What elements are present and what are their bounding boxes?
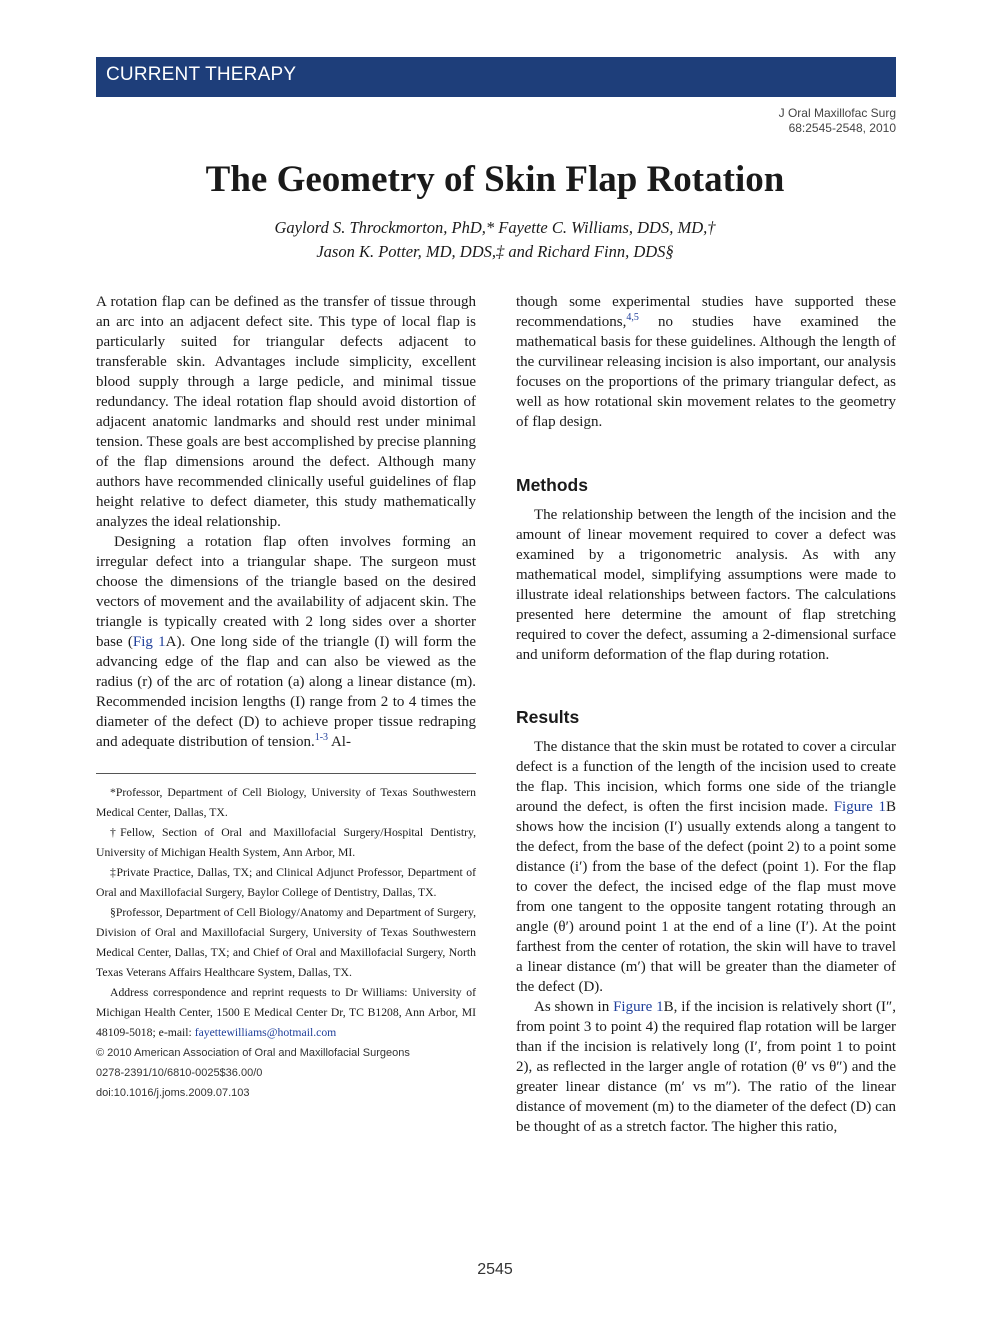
- results-heading: Results: [516, 707, 580, 727]
- journal-volume: 68:2545-2548, 2010: [788, 121, 896, 135]
- right-column: [516, 292, 896, 1137]
- author-list: [0, 216, 990, 264]
- figure-1-link[interactable]: Figure 1: [833, 799, 886, 815]
- figure-1-link[interactable]: Figure 1: [613, 999, 664, 1015]
- copyright: © 2010 American Association of Oral and Maxillofacial Surgeons: [96, 1047, 410, 1059]
- intro-paragraph-1: A rotation flap can be defined as the transfer of tissue through an arc into an adjacent defect site. This type of local flap is particularly suited for triangular defects adjacent to transferable skin. Advantages include simplicity, excellent blood supply through a large pedicle, and minimal tissue redundancy. The ideal rotation flap should avoid distortion of adjacent anatomic landmarks and should rest under minimal tension. These goals are best accomplished by precise planning of the flap dimensions around the defect. Although many authors have recommended clinically useful guidelines of flap height relative to defect diameter, this study mathematically analyzes the ideal relationship.: [96, 294, 476, 530]
- results-paragraph-1: The distance that the skin must be rotated to cover a circular defect is a function of the length of the incision used to create the flap. This incision, which forms one side of the triangle around the defect, is often the first incision made. Figure 1B shows how the incision (I′) usually extends along a tangent to the defect, from the base of the defect (point 2) to a point some distance (i′) from the base of the defect (point 1). For the flap to cover the defect, the incised edge of the flap must move from one tangent to the opposite tangent rotating through an angle (θ′) around point 1 at the end of a line (I′). At the point farthest from the center of rotation, the skin will have to travel a linear distance (m′) that will be greater than the diameter of the defect (D).: [516, 739, 896, 995]
- issn: 0278-2391/10/6810-0025$36.00/0: [96, 1067, 263, 1079]
- citation-4-5-link[interactable]: 4,5: [626, 312, 639, 323]
- page-number: 2545: [477, 1261, 513, 1278]
- intro-paragraph-2: Designing a rotation flap often involves forming an irregular defect into a triangular shape. The surgeon must choose the dimensions of the triangle based on the desired vectors of movement and the availability of adjacent skin. The triangle is typically created with 2 long sides over a shorter base (Fig 1A). One long side of the triangle (I) will form the advancing edge of the flap and can also be viewed as the radius (r) of the arc of rotation (a) along a linear distance (m). Recommended incision lengths (I) range from 2 to 4 times the diameter of the defect (D) to achieve proper tissue redraping and adequate distribution of tension.$^{1-3}$ Al-: [96, 534, 476, 750]
- methods-paragraph: The relationship between the length of the incision and the amount of linear movement required to cover a defect was examined by a trigonometric analysis. As with any mathematical model, simplifying assumptions were made to illustrate ideal relationships between factors. The calculations presented here determine the amount of flap stretching required to cover the defect, assuming a 2-dimensional surface and uniform deformation of the flap during rotation.: [516, 507, 896, 663]
- methods-heading: Methods: [516, 475, 588, 495]
- left-column: [96, 292, 476, 1103]
- footnote-4: §Professor, Department of Cell Biology/Anatomy and Department of Surgery, Division of Oral and Maxillofacial Surgery, University of Texas Southwestern Medical Center, Dallas, TX; and Chief of Oral and Maxillofacial Surgery, North Texas Veterans Affairs Healthcare System, Dallas, TX.: [96, 906, 476, 979]
- footnote-3: ‡Private Practice, Dallas, TX; and Clinical Adjunct Professor, Department of Oral and Maxillofacial Surgery, Baylor College of Dentistry, Dallas, TX.: [96, 866, 476, 899]
- citation-1-3-link[interactable]: 1-3: [314, 732, 329, 743]
- footnote-2: †Fellow, Section of Oral and Maxillofacial Surgery/Hospital Dentistry, University of Michigan Health System, Ann Arbor, MI.: [96, 826, 476, 859]
- intro-paragraph-3: though some experimental studies have supported these recommendations,$^{4,5}$ no studies have examined the mathematical basis for these guidelines. Although the length of the curvilinear releasing incision is also important, our analysis focuses on the proportions of the primary triangular defect, as well as how rotational skin movement relates to the geometry of flap design.: [516, 294, 896, 430]
- results-paragraph-2: As shown in Figure 1B, if the incision is relatively short (I″, from point 3 to point 4) the required flap rotation will be larger than if the incision is relatively long (I′, from point 1 to point 2), as reflected in the larger angle of rotation (θ′ vs θ″) and the greater linear distance (m′ vs m″). The ratio of the linear distance of movement (m) to the diameter of the defect (D) can be thought of as a stretch factor. The higher this ratio,: [516, 999, 897, 1135]
- section-banner: [96, 57, 896, 97]
- author-line-1: Gaylord S. Throckmorton, PhD,* Fayette C. Williams, DDS, MD,†: [274, 218, 716, 237]
- journal-name: J Oral Maxillofac Surg: [778, 106, 896, 120]
- email-link[interactable]: fayettewilliams@hotmail.com: [194, 1026, 337, 1039]
- author-line-2: Jason K. Potter, MD, DDS,‡ and Richard Finn, DDS§: [316, 242, 674, 261]
- correspondence: Address correspondence and reprint requests to Dr Williams: University of Michigan Health Center, 1500 E Medical Center Dr, TC B1208, Ann Arbor, MI 48109-5018; e-mail: fayettewilliams@hotmail.com: [96, 986, 476, 1039]
- footnote-divider: [96, 773, 476, 774]
- footnotes: [96, 783, 476, 1103]
- footnote-1: *Professor, Department of Cell Biology, University of Texas Southwestern Medical Center, Dallas, TX.: [96, 786, 476, 819]
- journal-citation: [779, 106, 896, 136]
- article-title: The Geometry of Skin Flap Rotation: [205, 159, 785, 200]
- figure-1-link[interactable]: Fig 1: [132, 634, 166, 650]
- doi: doi:10.1016/j.joms.2009.07.103: [96, 1087, 250, 1099]
- section-label: CURRENT THERAPY: [106, 64, 297, 85]
